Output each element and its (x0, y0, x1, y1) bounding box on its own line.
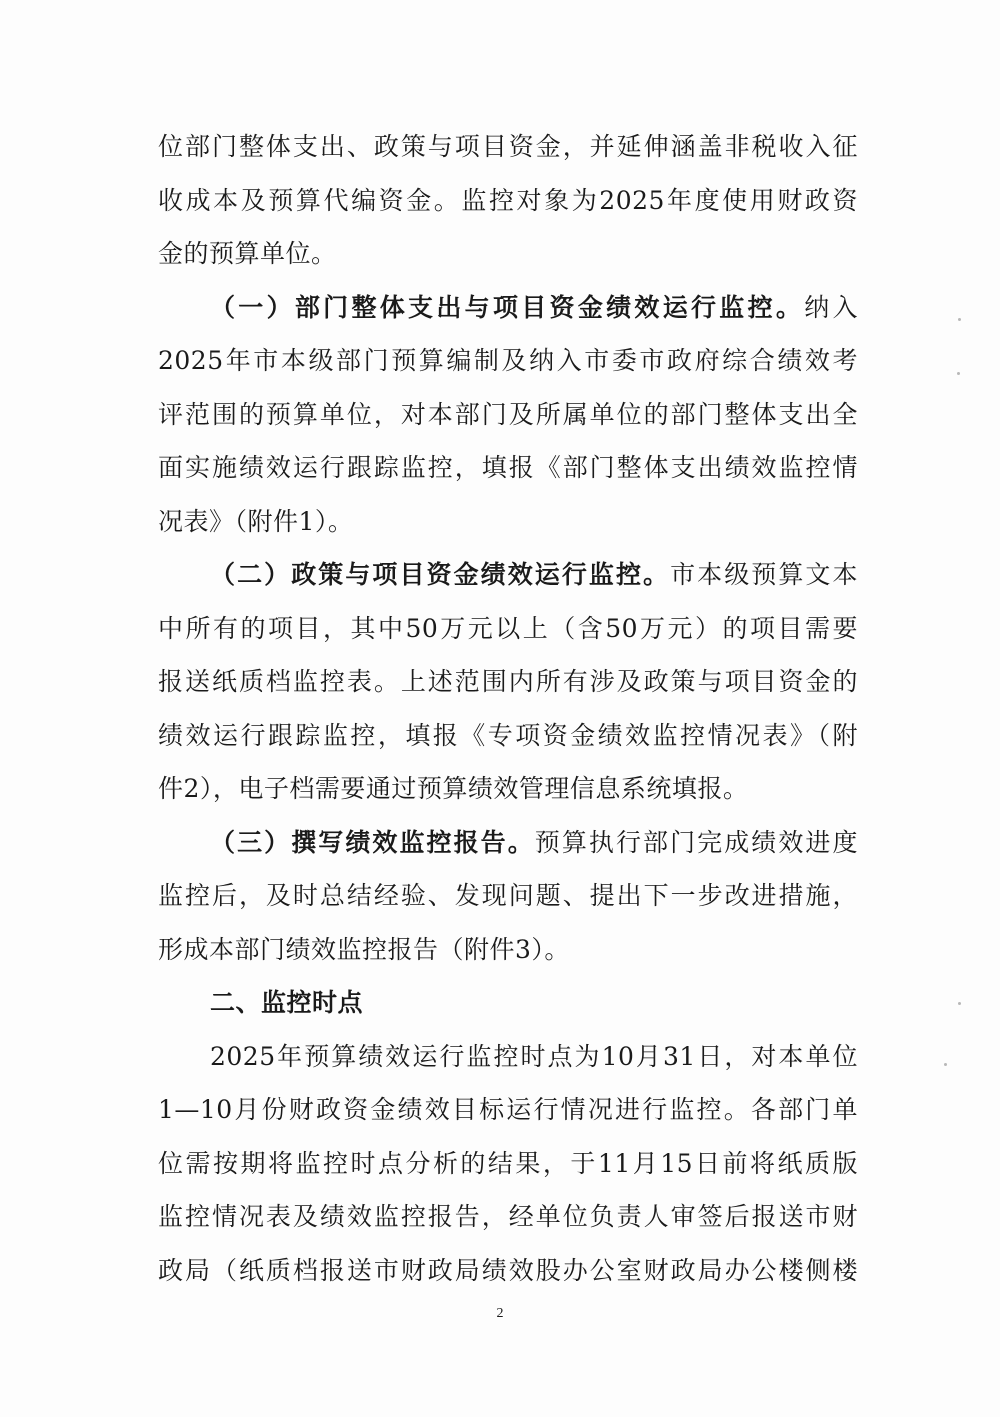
text-line: 监控后，及时总结经验、发现问题、提出下一步改进措施， (158, 881, 858, 910)
text-line: 绩效运行跟踪监控，填报《专项资金绩效监控情况表》（附 (158, 720, 858, 750)
scan-speck (957, 372, 960, 375)
text-line: 收成本及预算代编资金。监控对象为2025年度使用财政资 (158, 185, 858, 215)
text-line: 中所有的项目，其中50万元以上（含50万元）的项目需要 (158, 613, 858, 643)
text-line: 报送纸质档监控表。上述范围内所有涉及政策与项目资金的 (158, 667, 858, 696)
text-line: 形成本部门绩效监控报告（附件3）。 (158, 934, 570, 964)
section-heading: （一）部门整体支出与项目资金绩效运行监控。 (210, 292, 805, 322)
section-heading-line: （一）部门整体支出与项目资金绩效运行监控。纳入 (210, 292, 858, 322)
text-line: 位需按期将监控时点分析的结果，于11月15日前将纸质版 (158, 1148, 858, 1178)
text-line: 2025年市本级部门预算编制及纳入市委市政府综合绩效考 (158, 346, 858, 375)
page-number: 2 (496, 1306, 504, 1321)
scan-speck (958, 318, 961, 321)
document-body (158, 120, 858, 1297)
text-line: 金的预算单位。 (158, 239, 337, 268)
scan-speck (958, 1002, 961, 1005)
chapter-heading: 二、监控时点 (210, 988, 364, 1017)
text-line: 位部门整体支出、政策与项目资金，并延伸涵盖非税收入征 (158, 132, 858, 161)
section-heading: （二）政策与项目资金绩效运行监控。 (210, 560, 671, 589)
text-line: 2025年预算绩效运行监控时点为10月31日，对本单位 (210, 1041, 858, 1071)
text-line: 件2），电子档需要通过预算绩效管理信息系统填报。 (158, 774, 749, 803)
text-line: 监控情况表及绩效监控报告，经单位负责人审签后报送市财 (158, 1202, 858, 1231)
text-line: 评范围的预算单位，对本部门及所属单位的部门整体支出全 (158, 399, 858, 429)
section-heading-line: （三）撰写绩效监控报告。预算执行部门完成绩效进度 (210, 827, 858, 857)
section-heading-line: （二）政策与项目资金绩效运行监控。市本级预算文本 (210, 560, 858, 589)
scan-speck (944, 1063, 947, 1066)
text-line: 1—10月份财政资金绩效目标运行情况进行监控。各部门单 (158, 1095, 858, 1124)
text-line: 况表》（附件1）。 (158, 506, 354, 536)
chapter-heading-line (158, 976, 858, 1030)
text-line: 面实施绩效运行跟踪监控，填报《部门整体支出绩效监控情 (158, 453, 858, 482)
text-line: 政局（纸质档报送市财政局绩效股办公室财政局办公楼侧楼 (158, 1255, 858, 1285)
section-heading: （三）撰写绩效监控报告。 (210, 827, 535, 857)
